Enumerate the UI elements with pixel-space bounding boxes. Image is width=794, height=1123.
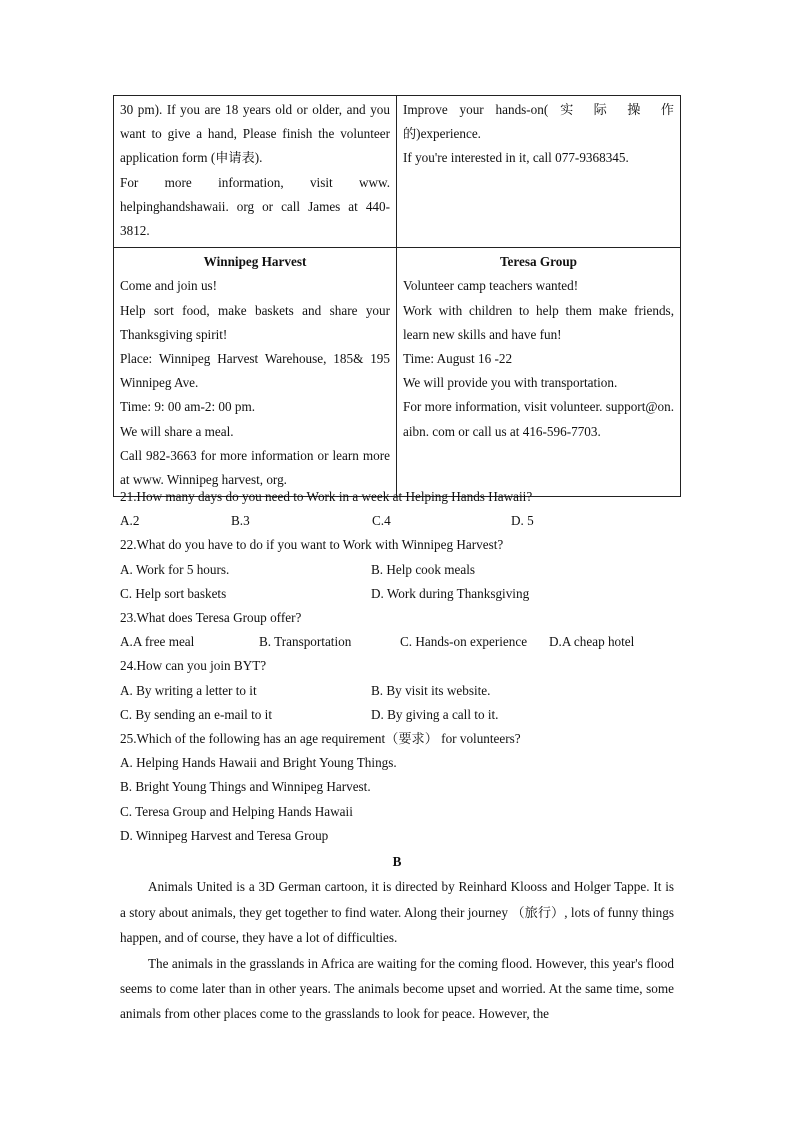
winnipeg-harvest-cell	[114, 248, 397, 497]
question-text: 25.Which of the following has an age requirement（要求） for volunteers?	[120, 730, 521, 746]
question-text: 21.How many days do you need to Work in a week at Helping Hands Hawaii?	[120, 489, 533, 504]
ad-text: Work with children to help them make friends, learn new skills and have fun!	[403, 302, 674, 342]
option-a: A.A free meal	[120, 634, 195, 650]
ad-text: Time: August 16 -22	[403, 351, 513, 367]
ad-text: Help sort food, make baskets and share your Thanksgiving spirit!	[120, 302, 390, 342]
option-b: B. By visit its website.	[371, 682, 491, 698]
ad-text: Volunteer camp teachers wanted!	[403, 278, 579, 294]
option-c: C. By sending an e-mail to it	[120, 706, 273, 722]
options-row	[120, 558, 680, 582]
option-b: B.3	[231, 513, 250, 529]
option-c: C.4	[372, 513, 391, 529]
option-b: B. Bright Young Things and Winnipeg Harvest.	[120, 779, 371, 795]
options-row	[120, 582, 680, 606]
ad-text: We will share a meal.	[120, 423, 234, 439]
option-a: A.2	[120, 513, 140, 529]
option-d: D. 5	[511, 513, 534, 529]
advertisement-table	[113, 95, 681, 497]
option-b: B. Transportation	[259, 634, 352, 650]
option-c: C. Hands-on experience	[400, 634, 528, 650]
question-text: 23.What does Teresa Group offer?	[120, 609, 302, 625]
option-c: C. Teresa Group and Helping Hands Hawaii	[120, 803, 353, 819]
questions-section	[120, 485, 680, 848]
option-a: A. Helping Hands Hawaii and Bright Young Things.	[120, 755, 397, 771]
ad-text: Improve your hands-on( 实 际 操 作 的)experience.	[403, 102, 674, 142]
option-d: D. Work during Thanksgiving	[371, 585, 530, 601]
option-a: A. Work for 5 hours.	[120, 561, 230, 577]
question-text: 24.How can you join BYT?	[120, 658, 267, 674]
paragraph: Animals United is a 3D German cartoon, it is directed by Reinhard Klooss and Holger Tappe. It is a story about animals, they get together to find water. Along their journey （旅行）, lots of funny things happen, and of course, they have a lot of difficulties.	[120, 879, 674, 946]
ad-text: Time: 9: 00 am-2: 00 pm.	[120, 399, 256, 415]
helping-hands-hawaii-cell	[114, 96, 397, 248]
options-row	[120, 509, 680, 533]
ad-text: For more information, visit volunteer. support@on. aibn. com or call us at 416-596-7703.	[403, 399, 674, 439]
teresa-group-cell	[397, 248, 681, 497]
ad-text: We will provide you with transportation.	[403, 375, 618, 391]
ad-heading: Winnipeg Harvest	[203, 254, 307, 270]
options-row	[120, 703, 680, 727]
table-row	[114, 96, 681, 248]
ad-text: Place: Winnipeg Harvest Warehouse, 185& 195 Winnipeg Ave.	[120, 351, 390, 391]
option-d: D. By giving a call to it.	[371, 706, 499, 722]
ad-text: Come and join us!	[120, 278, 218, 294]
option-d: D. Winnipeg Harvest and Teresa Group	[120, 827, 329, 843]
question-text: 22.What do you have to do if you want to Work with Winnipeg Harvest?	[120, 537, 504, 553]
option-d: D.A cheap hotel	[549, 634, 635, 650]
bright-young-things-cell	[397, 96, 681, 248]
ad-text: 30 pm). If you are 18 years old or older, and you want to give a hand, Please finish the volunteer application form (申请表).	[120, 102, 390, 166]
ad-text: For more information, visit www. helpinghandshawaii. org or call James at 440-3812.	[120, 174, 390, 239]
ad-text: Call 982-3663 for more information or learn more at www. Winnipeg harvest, org.	[120, 447, 390, 488]
section-title: B	[392, 854, 402, 869]
option-a: A. By writing a letter to it	[120, 682, 257, 698]
ad-text: If you're interested in it, call 077-9368345.	[403, 150, 629, 166]
section-b	[120, 849, 674, 1027]
option-c: C. Help sort baskets	[120, 585, 227, 601]
ad-heading: Teresa Group	[499, 254, 578, 270]
options-row	[120, 630, 680, 654]
option-b: B. Help cook meals	[371, 561, 476, 577]
options-row	[120, 679, 680, 703]
table-row	[114, 248, 681, 497]
paragraph: The animals in the grasslands in Africa are waiting for the coming flood. However, this year's flood seems to come later than in other years. The animals become upset and worried. At the same time, some animals from other places come to the grasslands to look for peace. However, the	[120, 955, 674, 1022]
